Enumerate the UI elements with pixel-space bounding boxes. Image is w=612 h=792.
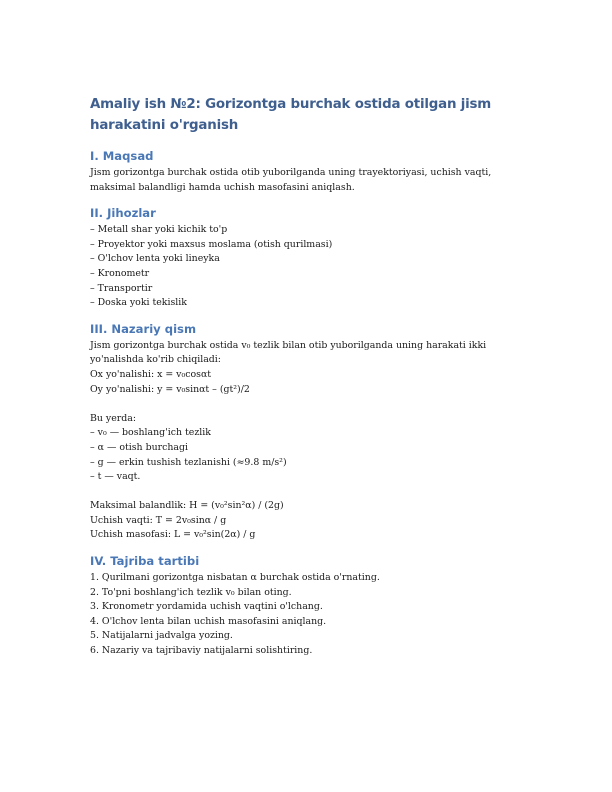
formula-oy: Oy yo'nalishi: y = v₀sinαt – (gt²)/2 bbox=[90, 383, 250, 395]
definitions-label: Bu yerda: bbox=[90, 412, 136, 424]
formula-ox: Ox yo'nalishi: x = v₀cosαt bbox=[90, 368, 212, 380]
section-heading-tartib: IV. Tajriba tartibi bbox=[90, 554, 200, 569]
maqsad-text: Jism gorizontga burchak ostida otib yuborilganda uning trayektoriyasi, uchish vaqti, maksimal balandligi hamda uchish masofasini aniqlash. bbox=[90, 167, 495, 193]
procedure-step: 6. Nazariy va tajribaviy natijalarni solishtiring. bbox=[90, 645, 313, 657]
equipment-item: – Metall shar yoki kichik to'p bbox=[90, 224, 228, 236]
section-jihozlar bbox=[90, 205, 530, 311]
theory-intro: Jism gorizontga burchak ostida v₀ tezlik bilan otib yuborilganda uning harakati ikki yo'nalishda ko'rib chiqiladi: bbox=[90, 339, 490, 366]
spacer bbox=[90, 397, 530, 412]
formula-flight-time: Uchish vaqti: T = 2v₀sinα / g bbox=[90, 514, 227, 526]
definition-item: – t — vaqt. bbox=[90, 471, 141, 483]
definition-item: – g — erkin tushish tezlanishi (≈9.8 m/s²) bbox=[90, 456, 287, 468]
equipment-item: – Transportir bbox=[90, 282, 153, 294]
document-body bbox=[90, 94, 530, 669]
section-heading-jihozlar: II. Jihozlar bbox=[90, 206, 156, 221]
document-title: Amaliy ish №2: Gorizontga burchak ostida otilgan jism harakatini o'rganish bbox=[90, 97, 492, 133]
section-maqsad bbox=[90, 148, 530, 195]
procedure-step: 4. O'lchov lenta bilan uchish masofasini aniqlang. bbox=[90, 615, 327, 627]
procedure-step: 1. Qurilmani gorizontga nisbatan α burchak ostida o'rnating. bbox=[90, 572, 380, 584]
procedure-step: 5. Natijalarni jadvalga yozing. bbox=[90, 630, 233, 642]
section-nazariy bbox=[90, 321, 530, 543]
procedure-step: 2. To'pni boshlang'ich tezlik v₀ bilan oting. bbox=[90, 586, 292, 598]
section-tartib bbox=[90, 553, 530, 659]
section-heading-maqsad: I. Maqsad bbox=[90, 149, 154, 163]
definition-item: – v₀ — boshlang'ich tezlik bbox=[90, 427, 211, 439]
procedure-step: 3. Kronometr yordamida uchish vaqtini o'lchang. bbox=[90, 601, 323, 613]
section-heading-nazariy: III. Nazariy qism bbox=[90, 321, 197, 336]
equipment-item: – Kronometr bbox=[90, 267, 150, 279]
equipment-item: – O'lchov lenta yoki lineyka bbox=[90, 253, 220, 265]
formula-max-height: Maksimal balandlik: H = (v₀²sin²α) / (2g) bbox=[90, 500, 284, 512]
formula-range: Uchish masofasi: L = v₀²sin(2α) / g bbox=[90, 529, 256, 541]
definition-item: – α — otish burchagi bbox=[90, 441, 188, 453]
spacer bbox=[90, 485, 530, 500]
equipment-item: – Proyektor yoki maxsus moslama (otish qurilmasi) bbox=[90, 238, 333, 250]
equipment-item: – Doska yoki tekislik bbox=[90, 297, 187, 309]
